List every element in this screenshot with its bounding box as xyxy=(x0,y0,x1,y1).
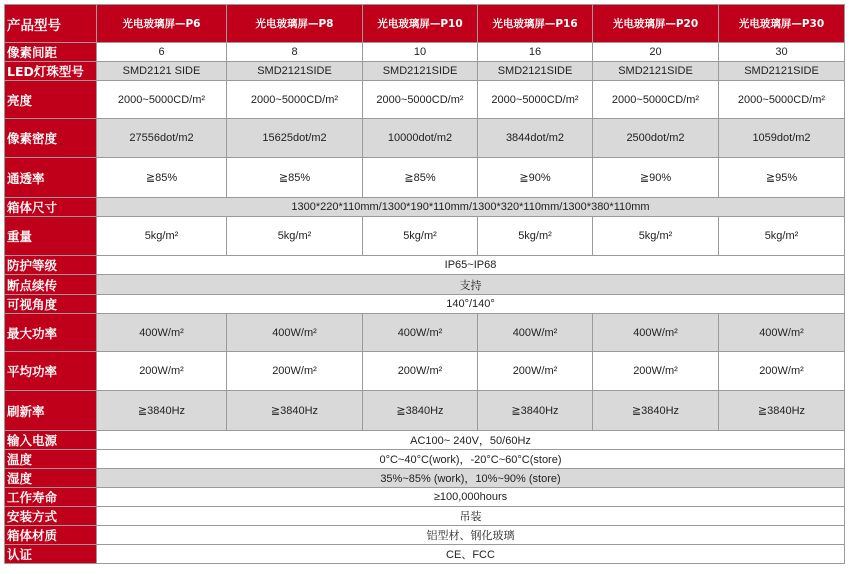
row-label: 像素密度 xyxy=(5,119,97,158)
cell-value-merged: ≥100,000hours xyxy=(97,488,845,507)
cell-value: 16 xyxy=(478,43,593,62)
table-row xyxy=(5,43,845,62)
cell-value: 400W/m² xyxy=(593,314,719,352)
cell-value: 400W/m² xyxy=(478,314,593,352)
model-header-p8: 光电玻璃屏—P8 xyxy=(227,5,363,43)
cell-value: ≧95% xyxy=(719,158,845,198)
cell-value-merged: 35%~85% (work)，10%~90% (store) xyxy=(97,469,845,488)
cell-value: 2500dot/m2 xyxy=(593,119,719,158)
row-label: 像素间距 xyxy=(5,43,97,62)
row-label: 安装方式 xyxy=(5,507,97,526)
table-row xyxy=(5,256,845,275)
cell-value: ≧85% xyxy=(227,158,363,198)
cell-value: 200W/m² xyxy=(593,352,719,391)
row-label: 重量 xyxy=(5,217,97,256)
cell-value-merged: 140°/140° xyxy=(97,295,845,314)
cell-value: 6 xyxy=(97,43,227,62)
table-row xyxy=(5,198,845,217)
cell-value: 5kg/m² xyxy=(478,217,593,256)
cell-value: 2000~5000CD/m² xyxy=(363,81,478,119)
cell-value: ≧85% xyxy=(363,158,478,198)
row-label: 防护等级 xyxy=(5,256,97,275)
cell-value: ≧90% xyxy=(478,158,593,198)
model-header-p6: 光电玻璃屏—P6 xyxy=(97,5,227,43)
corner-label: 产品型号 xyxy=(5,5,97,43)
cell-value: 200W/m² xyxy=(227,352,363,391)
table-row xyxy=(5,119,845,158)
cell-value: ≧3840Hz xyxy=(227,391,363,431)
cell-value: ≧3840Hz xyxy=(363,391,478,431)
table-row xyxy=(5,391,845,431)
cell-value-merged: IP65~IP68 xyxy=(97,256,845,275)
cell-value: ≧3840Hz xyxy=(593,391,719,431)
row-label: 温度 xyxy=(5,450,97,469)
row-label: 刷新率 xyxy=(5,391,97,431)
cell-value-merged: 支持 xyxy=(97,275,845,295)
model-header-p20: 光电玻璃屏—P20 xyxy=(593,5,719,43)
cell-value: 2000~5000CD/m² xyxy=(478,81,593,119)
cell-value: 2000~5000CD/m² xyxy=(227,81,363,119)
cell-value: 30 xyxy=(719,43,845,62)
cell-value: 400W/m² xyxy=(97,314,227,352)
model-header-p16: 光电玻璃屏—P16 xyxy=(478,5,593,43)
cell-value: 400W/m² xyxy=(227,314,363,352)
row-label: 最大功率 xyxy=(5,314,97,352)
row-label: 断点续传 xyxy=(5,275,97,295)
table-row xyxy=(5,352,845,391)
table-row xyxy=(5,450,845,469)
cell-value: 10 xyxy=(363,43,478,62)
cell-value: 8 xyxy=(227,43,363,62)
cell-value: SMD2121SIDE xyxy=(593,62,719,81)
row-label: 输入电源 xyxy=(5,431,97,450)
cell-value: 2000~5000CD/m² xyxy=(97,81,227,119)
table-row xyxy=(5,469,845,488)
cell-value: ≧90% xyxy=(593,158,719,198)
cell-value-merged: 铝型材、钢化玻璃 xyxy=(97,526,845,545)
cell-value: 200W/m² xyxy=(719,352,845,391)
cell-value-merged: 吊装 xyxy=(97,507,845,526)
cell-value: 20 xyxy=(593,43,719,62)
cell-value: ≧3840Hz xyxy=(719,391,845,431)
cell-value-merged: 0°C~40°C(work)，-20°C~60°C(store) xyxy=(97,450,845,469)
cell-value: 1059dot/m2 xyxy=(719,119,845,158)
cell-value-merged: 1300*220*110mm/1300*190*110mm/1300*320*110mm/1300*380*110mm xyxy=(97,198,845,217)
table-row xyxy=(5,62,845,81)
cell-value: 200W/m² xyxy=(97,352,227,391)
cell-value-merged: AC100~ 240V，50/60Hz xyxy=(97,431,845,450)
row-label: 湿度 xyxy=(5,469,97,488)
table-row xyxy=(5,488,845,507)
cell-value: ≧85% xyxy=(97,158,227,198)
table-row xyxy=(5,431,845,450)
row-label: 可视角度 xyxy=(5,295,97,314)
cell-value: SMD2121SIDE xyxy=(478,62,593,81)
cell-value: ≧3840Hz xyxy=(478,391,593,431)
cell-value: 10000dot/m2 xyxy=(363,119,478,158)
cell-value: 5kg/m² xyxy=(227,217,363,256)
cell-value: SMD2121SIDE xyxy=(363,62,478,81)
cell-value: 5kg/m² xyxy=(363,217,478,256)
row-label: 认证 xyxy=(5,545,97,564)
cell-value: 2000~5000CD/m² xyxy=(719,81,845,119)
table-row xyxy=(5,275,845,295)
cell-value: 15625dot/m2 xyxy=(227,119,363,158)
cell-value: 5kg/m² xyxy=(593,217,719,256)
cell-value: ≧3840Hz xyxy=(97,391,227,431)
table-row xyxy=(5,81,845,119)
row-label: 平均功率 xyxy=(5,352,97,391)
cell-value: 200W/m² xyxy=(478,352,593,391)
cell-value: 2000~5000CD/m² xyxy=(593,81,719,119)
row-label: 通透率 xyxy=(5,158,97,198)
cell-value: 27556dot/m2 xyxy=(97,119,227,158)
model-header-p10: 光电玻璃屏—P10 xyxy=(363,5,478,43)
table-row xyxy=(5,526,845,545)
model-header-p30: 光电玻璃屏—P30 xyxy=(719,5,845,43)
cell-value: 400W/m² xyxy=(719,314,845,352)
table-row xyxy=(5,545,845,564)
cell-value: SMD2121 SIDE xyxy=(97,62,227,81)
table-row xyxy=(5,314,845,352)
row-label: 箱体尺寸 xyxy=(5,198,97,217)
cell-value-merged: CE、FCC xyxy=(97,545,845,564)
table-row xyxy=(5,158,845,198)
spec-table xyxy=(4,4,845,564)
cell-value: 3844dot/m2 xyxy=(478,119,593,158)
cell-value: 5kg/m² xyxy=(97,217,227,256)
table-row xyxy=(5,295,845,314)
table-row xyxy=(5,507,845,526)
row-label: 工作寿命 xyxy=(5,488,97,507)
row-label: 亮度 xyxy=(5,81,97,119)
cell-value: SMD2121SIDE xyxy=(227,62,363,81)
row-label: LED灯珠型号 xyxy=(5,62,97,81)
table-row xyxy=(5,217,845,256)
cell-value: 200W/m² xyxy=(363,352,478,391)
row-label: 箱体材质 xyxy=(5,526,97,545)
cell-value: 400W/m² xyxy=(363,314,478,352)
cell-value: SMD2121SIDE xyxy=(719,62,845,81)
cell-value: 5kg/m² xyxy=(719,217,845,256)
